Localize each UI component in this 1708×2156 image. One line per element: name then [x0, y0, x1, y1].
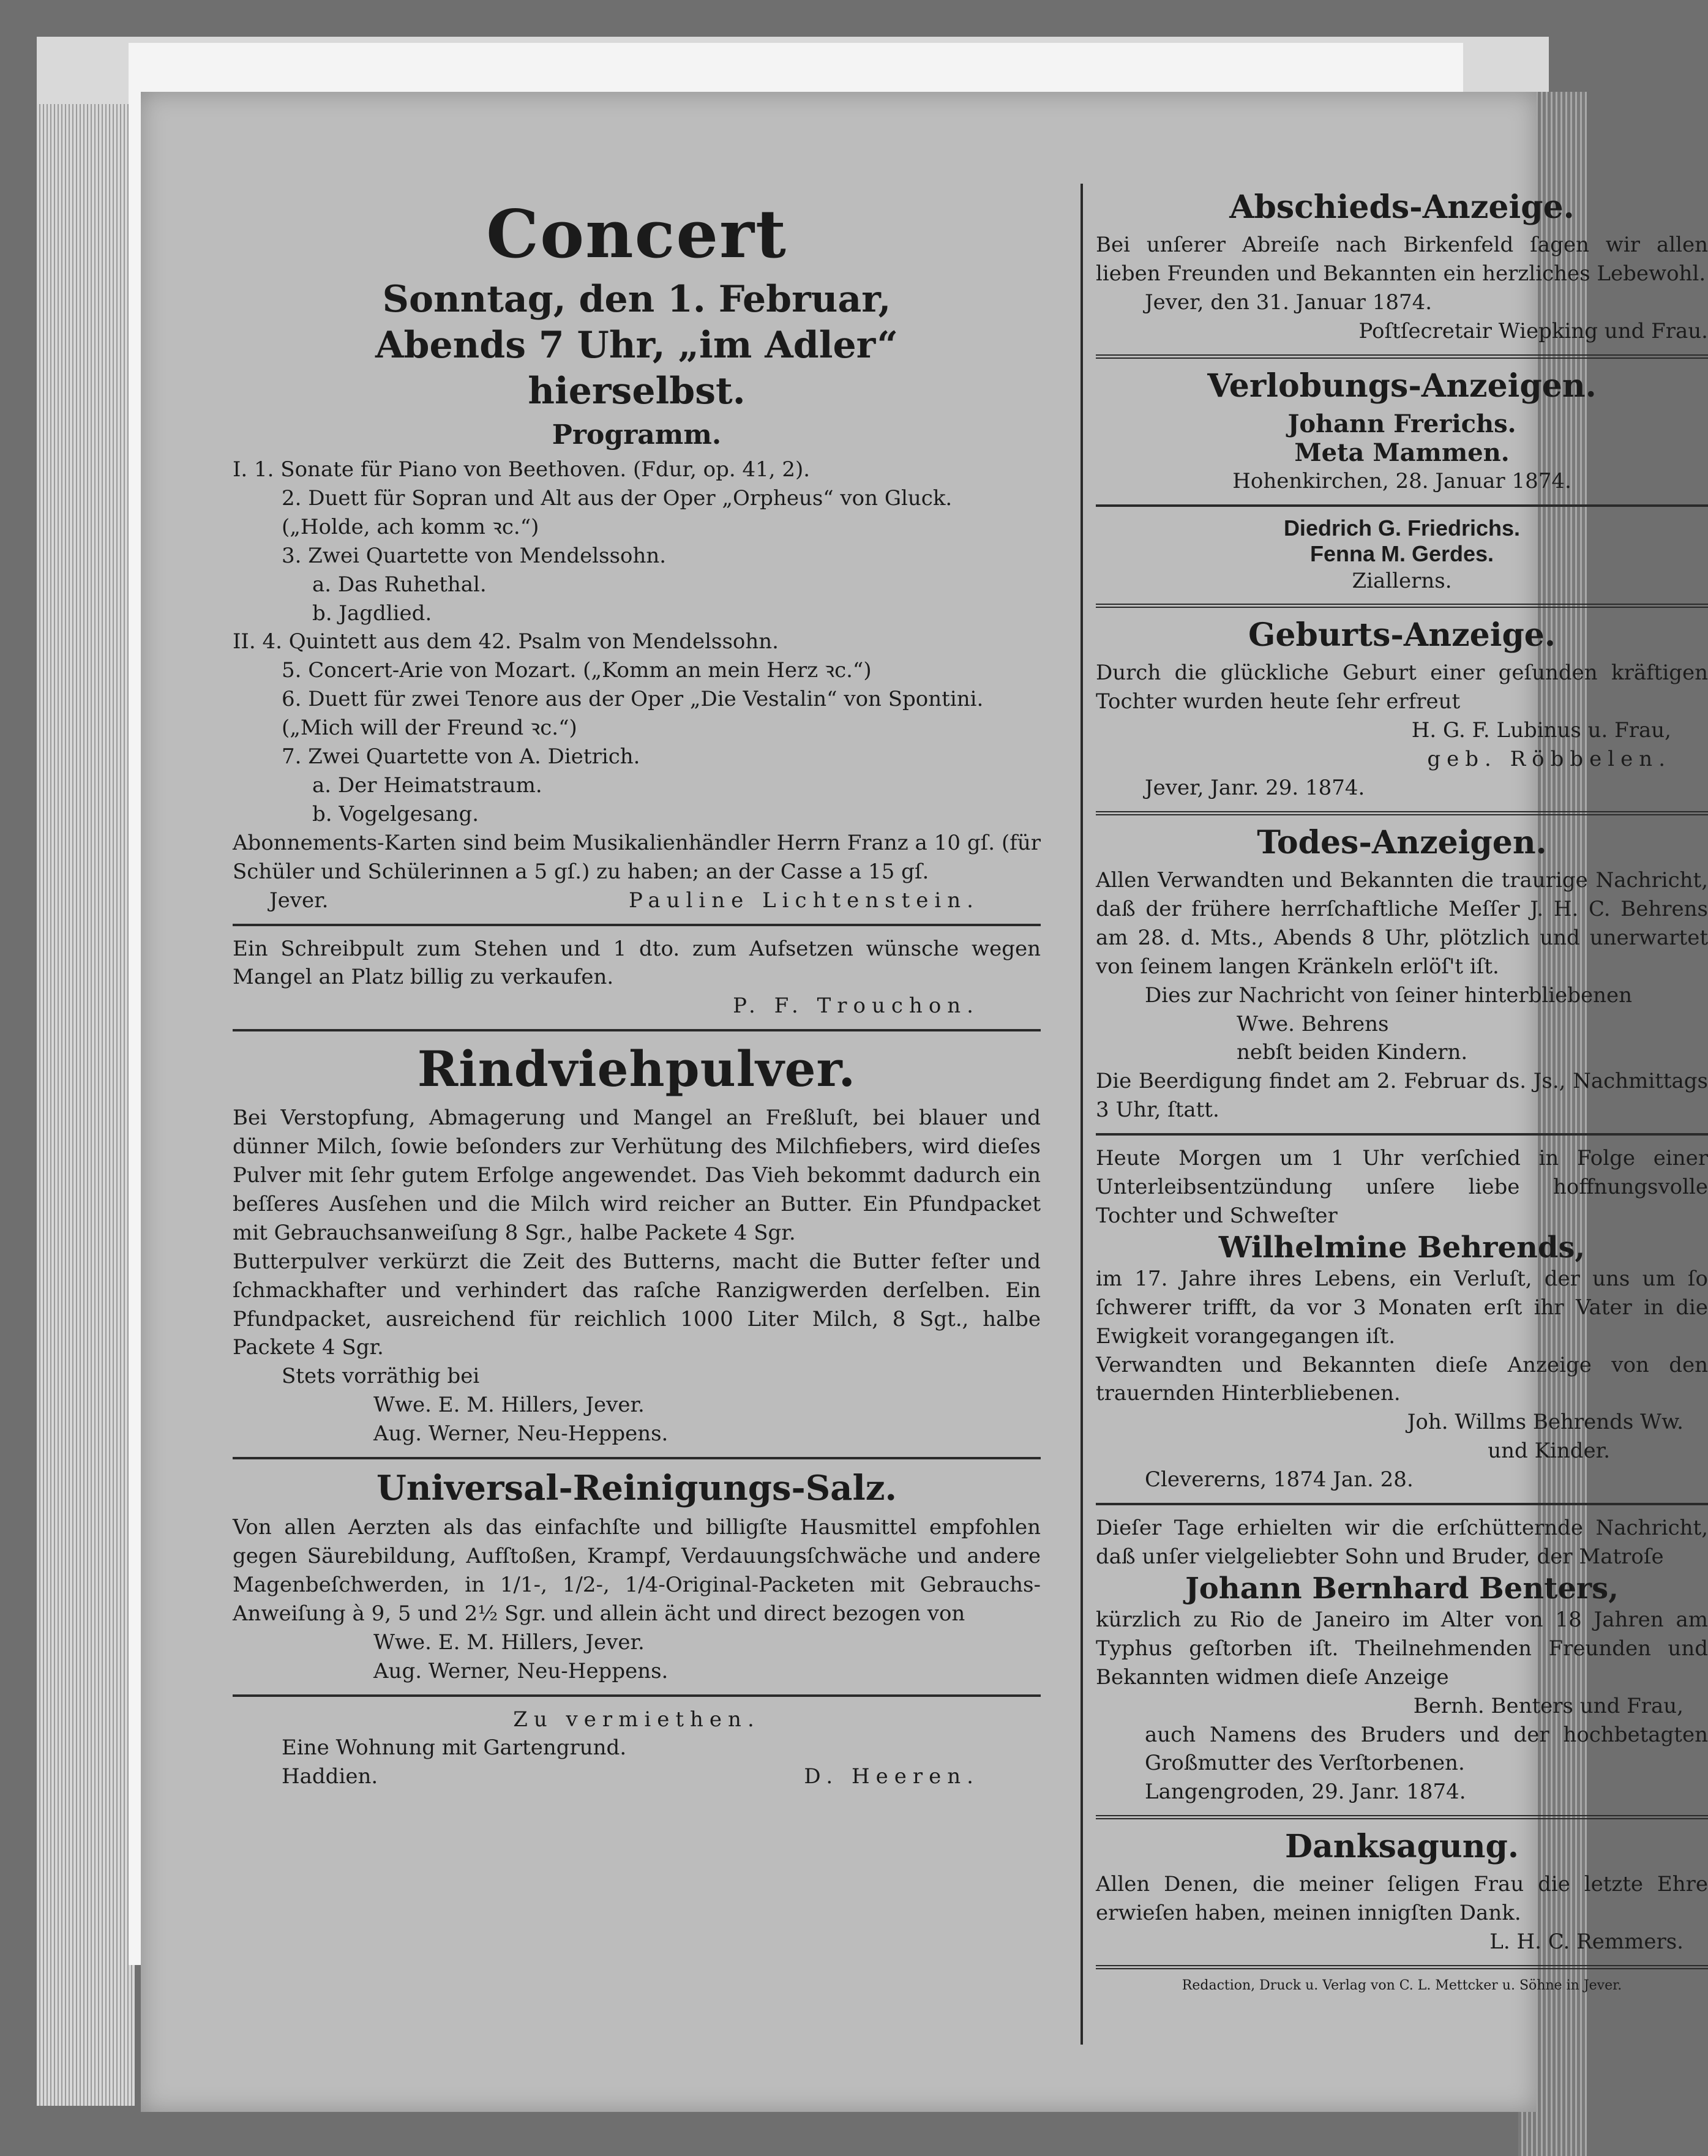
- butterpulver-text: Butterpulver verkürzt die Zeit des Butterns, macht die Butter feſter und ſchmackhafter und verhindert das raſche Ranzigwerden derſelben. Ein Pfundpacket, ausreichend für reichlich 1000 Liter Milch, 8 Sgt., halbe Packete 4 Sgr.: [233, 1249, 1041, 1360]
- rindvieh-seller: Aug. Werner, Neu-Heppens.: [373, 1421, 669, 1447]
- rindviehpulver-ad: [233, 1040, 1041, 1448]
- concert-time: Abends 7 Uhr, „im Adler“: [375, 324, 898, 367]
- desk-text: Ein Schreibpult zum Stehen und 1 dto. zum Aufsetzen wünsche wegen Mangel an Platz billig zu verkaufen.: [233, 936, 1041, 990]
- program-item: I. 1. Sonate für Piano von Beethoven. (Fdur, op. 41, 2).: [233, 457, 811, 482]
- newspaper-page: [141, 92, 1708, 2112]
- geburt-date: Jever, Janr. 29. 1874.: [1145, 776, 1365, 801]
- geburt-names: H. G. F. Lubinus u. Frau,: [1411, 718, 1671, 743]
- abschied-title: Abschieds-Anzeige.: [1229, 189, 1575, 226]
- program-item: b. Jagdlied.: [312, 601, 432, 626]
- dank-ad: [1096, 1828, 1708, 1956]
- tod-signature: Joh. Willms Behrends Ww.: [1407, 1410, 1684, 1435]
- deceased-name: Wilhelmine Behrends,: [1218, 1230, 1586, 1265]
- tod-signature: und Kinder.: [1488, 1439, 1610, 1464]
- tod-widow: Wwe. Behrens: [1237, 1011, 1389, 1036]
- rent-place: Haddien.: [282, 1764, 378, 1789]
- geburt-nee: geb. Röbbelen.: [1427, 747, 1671, 772]
- divider: [233, 1029, 1041, 1031]
- rindvieh-title: Rindviehpulver.: [417, 1040, 856, 1098]
- fiance-name: Diedrich G. Friedrichs.: [1283, 515, 1521, 541]
- concert-ad: [233, 196, 1041, 915]
- tod-kids: nebſt beiden Kindern.: [1237, 1040, 1468, 1065]
- tod-place-date: Langengroden, 29. Janr. 1874.: [1145, 1780, 1466, 1805]
- fiancee-name: Fenna M. Gerdes.: [1309, 541, 1494, 566]
- divider: [1096, 604, 1708, 608]
- divider: [1096, 1815, 1708, 1819]
- divider: [1096, 1133, 1708, 1136]
- program-heading: Programm.: [552, 419, 722, 451]
- fiance-name: Johann Frerichs.: [1287, 409, 1516, 438]
- fiancee-name: Meta Mammen.: [1294, 438, 1510, 467]
- verlobung-place-date: Hohenkirchen, 28. Januar 1874.: [1232, 468, 1571, 493]
- divider: [1096, 1503, 1708, 1505]
- divider: [233, 1457, 1041, 1459]
- divider: [1096, 1965, 1708, 1969]
- tod-place-date: Clevererns, 1874 Jan. 28.: [1145, 1467, 1414, 1492]
- rent-text: Eine Wohnung mit Gartengrund.: [282, 1735, 627, 1761]
- desk-ad: [233, 935, 1041, 1021]
- divider: [1096, 811, 1708, 815]
- abschied-body: Bei unſerer Abreiſe nach Birkenfeld ſagen wir allen lieben Freunden und Bekannten ein herzliches Lebewohl.: [1096, 233, 1708, 286]
- concert-signature: Pauline Lichtenstein.: [629, 888, 979, 913]
- rindvieh-seller: Wwe. E. M. Hillers, Jever.: [373, 1393, 645, 1418]
- program-item: II. 4. Quintett aus dem 42. Psalm von Mendelssohn.: [233, 629, 779, 654]
- rindvieh-body: Bei Verstopfung, Abmagerung und Mangel an Freßluſt, bei blauer und dünner Milch, ſowie beſonders zur Verhütung des Milchfiebers, wird dieſes Pulver mit ſehr gutem Erfolge angewendet. Das Vieh bekommt dadurch ein beſſeres Ausſehen und die Milch wird reicher an Butter. Ein Pfundpacket mit Gebrauchsanweiſung 8 Sgr., halbe Packete 4 Sgr.: [233, 1106, 1041, 1245]
- verlobung-place: Ziallerns.: [1352, 568, 1452, 593]
- rent-ad: [233, 1705, 1041, 1792]
- desk-signature: P. F. Trouchon.: [733, 994, 979, 1019]
- concert-date: Sonntag, den 1. Februar,: [382, 278, 891, 321]
- tod-body: Heute Morgen um 1 Uhr verſchied in Folge einer Unterleibsentzündung unſere liebe hoffnungsvolle Tochter und Schweſter: [1096, 1146, 1708, 1228]
- program-item: 7. Zwei Quartette von A. Dietrich.: [282, 744, 640, 769]
- concert-title: Concert: [486, 196, 787, 273]
- tod-signature: auch Namens des Bruders und der hochbetagten Großmutter des Verſtorbenen.: [1145, 1722, 1708, 1776]
- salz-body: Von allen Aerzten als das einfachſte und billigſte Hausmittel empfohlen gegen Säurebildung, Aufſtoßen, Krampf, Verdauungsſchwäche und andere Magenbeſchwerden, in 1/1-, 1/2-, 1/4-Original-Packeten mit Gebrauchs-Anweiſung à 9, 5 und 2½ Sgr. und allein ächt und direct bezogen von: [233, 1515, 1041, 1626]
- verlobung-ad: [1096, 367, 1708, 596]
- divider: [233, 1694, 1041, 1697]
- geburt-title: Geburts-Anzeige.: [1248, 616, 1556, 654]
- abschied-date: Jever, den 31. Januar 1874.: [1145, 290, 1433, 315]
- tod-body: Allen Verwandten und Bekannten die traurige Nachricht, daß der frühere herrſchaftliche Meſſer J. H. C. Behrens am 28. d. Mts., Abends 8 Uhr, plötzlich und unerwartet von ſeinem langen Kränkeln erlöſ't iſt.: [1096, 867, 1708, 979]
- tod-signature: Bernh. Benters und Frau,: [1413, 1693, 1684, 1718]
- program-item: a. Das Ruhethal.: [312, 572, 487, 597]
- program-item: a. Der Heimatstraum.: [312, 773, 542, 798]
- program-item: 6. Duett für zwei Tenore aus der Oper „Die Vestalin“ von Spontini. („Mich will der Freund ꝛc.“): [282, 687, 984, 741]
- tod-body: Dies zur Nachricht von ſeiner hinterbliebenen: [1145, 983, 1633, 1008]
- abschied-ad: [1096, 189, 1708, 346]
- program-item: 5. Concert-Arie von Mozart. („Komm an mein Herz ꝛc.“): [282, 658, 872, 683]
- deceased-name: Johann Bernhard Benters,: [1185, 1571, 1619, 1606]
- imprint: Redaction, Druck u. Verlag von C. L. Mettcker u. Söhne in Jever.: [1182, 1977, 1622, 1993]
- left-column: [233, 184, 1041, 1791]
- book-page-edges: [37, 37, 135, 2106]
- column-divider: [1081, 184, 1083, 2045]
- geburt-ad: [1096, 616, 1708, 803]
- tod-body: Dieſer Tage erhielten wir die erſchütternde Nachricht, daß unſer vielgeliebter Sohn und Bruder, der Matroſe: [1096, 1516, 1708, 1569]
- salz-seller: Aug. Werner, Neu-Heppens.: [373, 1658, 669, 1683]
- salz-seller: Wwe. E. M. Hillers, Jever.: [373, 1630, 645, 1655]
- abschied-signature: Poſtſecretair Wiepking und Frau.: [1358, 318, 1708, 343]
- tod-body: Verwandten und Bekannten dieſe Anzeige von den trauernden Hinterbliebenen.: [1096, 1352, 1708, 1406]
- tod-body: im 17. Jahre ihres Lebens, ein Verluſt, der uns um ſo ſchwerer trifft, da vor 3 Monaten erſt ihr Vater in die Ewigkeit vorangegangen iſt.: [1096, 1266, 1708, 1349]
- rindvieh-stock: Stets vorräthig bei: [282, 1364, 480, 1389]
- dank-body: Allen Denen, die meiner ſeligen Frau die letzte Ehre erwieſen haben, meinen innigſten Dank.: [1096, 1872, 1708, 1926]
- program-item: b. Vogelgesang.: [312, 801, 479, 826]
- divider: [1096, 354, 1708, 359]
- right-column: [1096, 184, 1708, 1993]
- geburt-body: Durch die glückliche Geburt einer geſunden kräftigen Tochter wurden heute ſehr erfreut: [1096, 661, 1708, 714]
- program-item: 3. Zwei Quartette von Mendelssohn.: [282, 543, 667, 568]
- dank-signature: L. H. C. Remmers.: [1489, 1930, 1684, 1955]
- rent-signature: D. Heeren.: [804, 1764, 979, 1789]
- rent-heading: Zu vermiethen.: [513, 1707, 760, 1732]
- tod-title: Todes-Anzeigen.: [1257, 823, 1547, 861]
- program-item: 2. Duett für Sopran und Alt aus der Oper „Orpheus“ von Gluck. („Holde, ach komm ꝛc.“): [282, 485, 953, 539]
- salz-ad: [233, 1468, 1041, 1685]
- concert-place: hierselbst.: [528, 370, 746, 413]
- todes-ad: [1096, 824, 1708, 1806]
- divider: [233, 924, 1041, 926]
- abonnement-text: Abonnements-Karten sind beim Musikalienhändler Herrn Franz a 10 gſ. (für Schüler und Schülerinnen a 5 gſ.) zu haben; an der Casse a 15 gſ.: [233, 830, 1041, 884]
- divider: [1096, 504, 1708, 507]
- dank-title: Danksagung.: [1284, 1828, 1519, 1866]
- verlobung-title: Verlobungs-Anzeigen.: [1207, 367, 1597, 405]
- tod-body: kürzlich zu Rio de Janeiro im Alter von 18 Jahren am Typhus geſtorben iſt. Theilnehmenden Freunden und Bekannten widmen dieſe Anzeige: [1096, 1607, 1708, 1690]
- tod-burial: Die Beerdigung findet am 2. Februar ds. Js., Nachmittags 3 Uhr, ſtatt.: [1096, 1069, 1708, 1123]
- salz-title: Universal-Reinigungs-Salz.: [376, 1468, 897, 1509]
- concert-place-name: Jever.: [269, 888, 329, 913]
